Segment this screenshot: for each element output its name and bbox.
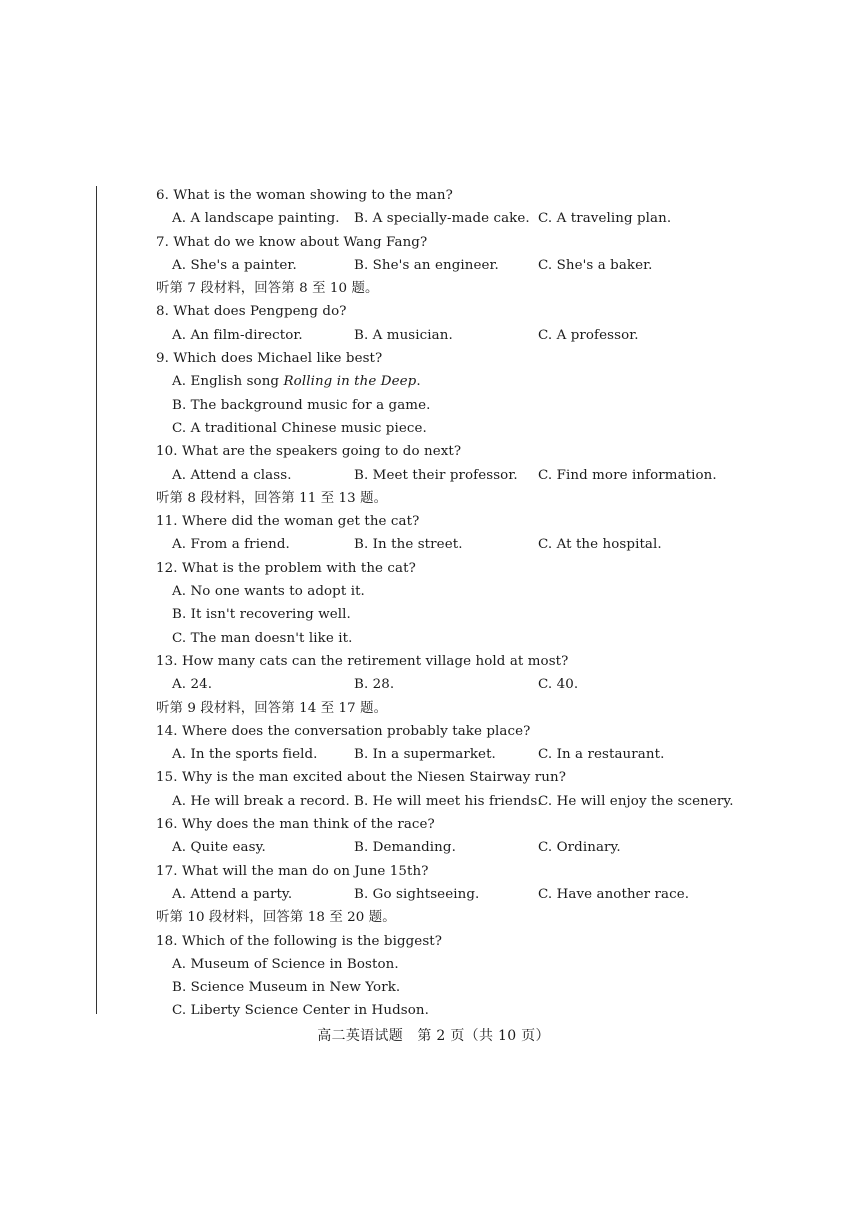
options-row — [156, 883, 836, 906]
option-c: C. She's a baker. — [538, 257, 653, 273]
option-a-suffix: . — [416, 374, 421, 390]
option-c: C. 40. — [538, 677, 579, 693]
question-stem: 16. Why does the man think of the race? — [156, 817, 435, 833]
option-a: A. 24. — [172, 677, 213, 693]
options-row — [156, 464, 836, 487]
question-stem: 14. Where does the conversation probably take place? — [156, 723, 531, 739]
option-c: C. At the hospital. — [538, 537, 662, 553]
option-c: C. The man doesn't like it. — [172, 630, 353, 646]
options-row — [156, 207, 836, 230]
section-heading: 听第 10 段材料，回答第 18 至 20 题。 — [156, 910, 396, 926]
question-stem: 10. What are the speakers going to do next? — [156, 444, 462, 460]
option-b: B. In the street. — [354, 537, 463, 553]
options-row — [156, 324, 836, 347]
question-stem: 12. What is the problem with the cat? — [156, 560, 416, 576]
question-stem: 8. What does Pengpeng do? — [156, 304, 347, 320]
options-row — [156, 533, 836, 556]
option-a: A. Attend a party. — [172, 886, 293, 902]
page-footer: 高二英语试题 第 2 页（共 10 页） — [317, 1028, 550, 1044]
option-a — [156, 370, 836, 393]
question-stem: 15. Why is the man excited about the Niesen Stairway run? — [156, 770, 566, 786]
option-b: B. 28. — [354, 677, 395, 693]
option-c: C. A traditional Chinese music piece. — [172, 420, 427, 436]
option-a: A. No one wants to adopt it. — [172, 584, 365, 600]
option-a: A. Quite easy. — [172, 840, 266, 856]
options-row — [156, 836, 836, 859]
question-stem: 9. Which does Michael like best? — [156, 351, 383, 367]
option-c: C. Liberty Science Center in Hudson. — [172, 1003, 429, 1019]
option-b: B. Science Museum in New York. — [172, 980, 401, 996]
option-a: A. A landscape painting. — [172, 211, 340, 227]
song-title: Rolling in the Deep — [283, 374, 417, 390]
option-b: B. A musician. — [354, 327, 453, 343]
option-a: A. She's a painter. — [172, 257, 297, 273]
option-c: C. He will enjoy the scenery. — [538, 793, 734, 809]
question-stem: 13. How many cats can the retirement village hold at most? — [156, 653, 569, 669]
option-c: C. A professor. — [538, 327, 639, 343]
option-c: C. Ordinary. — [538, 840, 621, 856]
option-b: B. Go sightseeing. — [354, 886, 480, 902]
option-a: A. He will break a record. — [172, 793, 350, 809]
option-c: C. In a restaurant. — [538, 747, 665, 763]
option-a: A. Museum of Science in Boston. — [172, 956, 399, 972]
option-c: C. A traveling plan. — [538, 211, 672, 227]
options-row — [156, 673, 836, 696]
question-stem: 11. Where did the woman get the cat? — [156, 514, 420, 530]
option-c: C. Find more information. — [538, 467, 717, 483]
option-a: A. An film-director. — [172, 327, 303, 343]
section-heading: 听第 8 段材料，回答第 11 至 13 题。 — [156, 490, 388, 506]
option-a: A. Attend a class. — [172, 467, 292, 483]
option-b: B. The background music for a game. — [172, 397, 431, 413]
question-stem: 6. What is the woman showing to the man? — [156, 188, 453, 203]
option-b: B. It isn't recovering well. — [172, 607, 351, 623]
section-heading: 听第 9 段材料，回答第 14 至 17 题。 — [156, 700, 388, 716]
question-stem: 18. Which of the following is the biggest? — [156, 933, 443, 949]
section-heading: 听第 7 段材料，回答第 8 至 10 题。 — [156, 281, 379, 297]
question-list — [156, 184, 836, 1023]
option-b: B. He will meet his friends. — [354, 793, 542, 809]
option-b: B. A specially-made cake. — [354, 211, 530, 227]
option-b: B. Meet their professor. — [354, 467, 518, 483]
option-c: C. Have another race. — [538, 886, 690, 902]
options-row — [156, 743, 836, 766]
options-row — [156, 254, 836, 277]
option-b: B. In a supermarket. — [354, 747, 496, 763]
option-a-prefix: A. English song — [172, 374, 284, 390]
option-b: B. Demanding. — [354, 840, 456, 856]
option-b: B. She's an engineer. — [354, 257, 499, 273]
options-row — [156, 790, 836, 813]
option-a: A. In the sports field. — [172, 747, 318, 763]
question-stem: 7. What do we know about Wang Fang? — [156, 234, 428, 250]
question-stem: 17. What will the man do on June 15th? — [156, 863, 429, 879]
option-a: A. From a friend. — [172, 537, 290, 553]
binding-margin-line — [96, 186, 97, 1014]
